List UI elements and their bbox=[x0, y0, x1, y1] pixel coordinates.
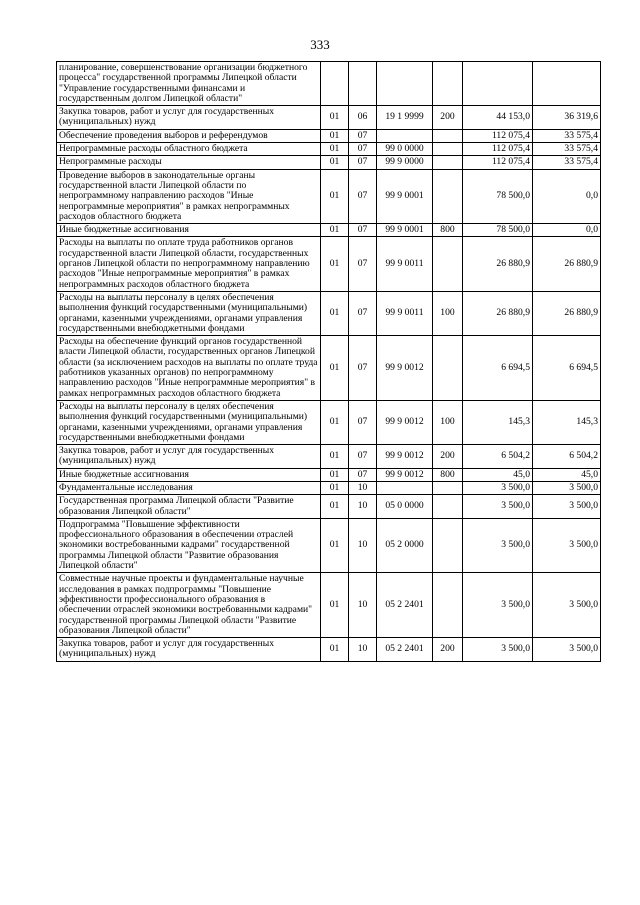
table-row bbox=[57, 518, 601, 572]
expense-type-cell bbox=[433, 62, 463, 106]
amount-year1-cell: 45,0 bbox=[463, 468, 533, 481]
expense-type-cell: 200 bbox=[433, 638, 463, 662]
section-code-cell: 01 bbox=[321, 445, 349, 469]
section-code-cell: 01 bbox=[321, 481, 349, 494]
amount-year2-cell: 3 500,0 bbox=[533, 638, 601, 662]
amount-year1-cell: 3 500,0 bbox=[463, 495, 533, 519]
target-article-cell: 99 9 0001 bbox=[377, 224, 433, 237]
target-article-cell bbox=[377, 62, 433, 106]
row-name-cell: Закупка товаров, работ и услуг для государственных (муниципальных) нужд bbox=[57, 106, 321, 130]
table-row bbox=[57, 481, 601, 494]
row-name-cell: Государственная программа Липецкой области "Развитие образования Липецкой области" bbox=[57, 495, 321, 519]
table-row bbox=[57, 143, 601, 156]
row-name-cell: Обеспечение проведения выборов и референдумов bbox=[57, 129, 321, 142]
amount-year1-cell: 3 500,0 bbox=[463, 481, 533, 494]
target-article-cell: 99 9 0011 bbox=[377, 237, 433, 291]
amount-year1-cell: 112 075,4 bbox=[463, 129, 533, 142]
target-article-cell: 99 9 0012 bbox=[377, 400, 433, 444]
expense-type-cell bbox=[433, 169, 463, 223]
row-name-cell: Фундаментальные исследования bbox=[57, 481, 321, 494]
row-name-cell: Иные бюджетные ассигнования bbox=[57, 224, 321, 237]
section-code-cell: 01 bbox=[321, 224, 349, 237]
row-name-cell: Расходы на обеспечение функций органов государственной власти Липецкой области, государственных органов Липецкой области (за исключением расходов на выплаты по оплате труда работников указанных органов) по непрограммному направлению расходов "Иные непрограммные мероприятия" в рамках непрограммных расходов областного бюджета bbox=[57, 336, 321, 401]
subsection-code-cell: 06 bbox=[349, 106, 377, 130]
subsection-code-cell: 10 bbox=[349, 495, 377, 519]
amount-year2-cell: 36 319,6 bbox=[533, 106, 601, 130]
amount-year2-cell: 33 575,4 bbox=[533, 143, 601, 156]
amount-year2-cell bbox=[533, 62, 601, 106]
row-name-cell: Подпрограмма "Повышение эффективности профессионального образования в обеспечении отраслей экономики востребованными кадрами" государственной программы Липецкой области "Развитие образования Липецкой области" bbox=[57, 518, 321, 572]
amount-year2-cell: 3 500,0 bbox=[533, 518, 601, 572]
subsection-code-cell: 07 bbox=[349, 445, 377, 469]
table-row bbox=[57, 237, 601, 291]
amount-year1-cell: 44 153,0 bbox=[463, 106, 533, 130]
expense-type-cell: 200 bbox=[433, 106, 463, 130]
amount-year2-cell: 145,3 bbox=[533, 400, 601, 444]
amount-year2-cell: 26 880,9 bbox=[533, 291, 601, 335]
subsection-code-cell: 07 bbox=[349, 400, 377, 444]
section-code-cell: 01 bbox=[321, 400, 349, 444]
amount-year1-cell: 26 880,9 bbox=[463, 291, 533, 335]
amount-year1-cell: 26 880,9 bbox=[463, 237, 533, 291]
table-row bbox=[57, 495, 601, 519]
subsection-code-cell: 07 bbox=[349, 336, 377, 401]
section-code-cell: 01 bbox=[321, 237, 349, 291]
amount-year2-cell: 0,0 bbox=[533, 169, 601, 223]
amount-year2-cell: 6 504,2 bbox=[533, 445, 601, 469]
expense-type-cell bbox=[433, 143, 463, 156]
target-article-cell bbox=[377, 481, 433, 494]
subsection-code-cell: 07 bbox=[349, 156, 377, 169]
row-name-cell: Совместные научные проекты и фундаментальные научные исследования в рамках подпрограммы "Повышение эффективности профессионального образования в обеспечении отраслей экономики востребованными кадрами" государственной программы Липецкой области "Развитие образования Липецкой области" bbox=[57, 573, 321, 638]
amount-year1-cell: 3 500,0 bbox=[463, 638, 533, 662]
amount-year2-cell: 0,0 bbox=[533, 224, 601, 237]
subsection-code-cell: 07 bbox=[349, 224, 377, 237]
amount-year1-cell bbox=[463, 62, 533, 106]
amount-year2-cell: 33 575,4 bbox=[533, 129, 601, 142]
amount-year1-cell: 78 500,0 bbox=[463, 224, 533, 237]
expense-type-cell: 800 bbox=[433, 224, 463, 237]
section-code-cell: 01 bbox=[321, 336, 349, 401]
subsection-code-cell: 07 bbox=[349, 129, 377, 142]
row-name-cell: Проведение выборов в законодательные органы государственной власти Липецкой области по непрограммному направлению расходов "Иные непрограммные мероприятия" в рамках непрограммных расходов областного бюджета bbox=[57, 169, 321, 223]
expense-type-cell bbox=[433, 129, 463, 142]
section-code-cell: 01 bbox=[321, 518, 349, 572]
section-code-cell: 01 bbox=[321, 169, 349, 223]
section-code-cell: 01 bbox=[321, 638, 349, 662]
table-body bbox=[57, 62, 601, 662]
section-code-cell: 01 bbox=[321, 143, 349, 156]
target-article-cell: 05 2 0000 bbox=[377, 518, 433, 572]
subsection-code-cell: 10 bbox=[349, 518, 377, 572]
target-article-cell: 99 9 0012 bbox=[377, 445, 433, 469]
expense-type-cell bbox=[433, 518, 463, 572]
row-name-cell: Расходы на выплаты персоналу в целях обеспечения выполнения функций государственными (муниципальными) органами, казенными учреждениями, органами управления государственными внебюджетными фондами bbox=[57, 291, 321, 335]
target-article-cell: 99 9 0012 bbox=[377, 468, 433, 481]
table-row bbox=[57, 336, 601, 401]
table-row bbox=[57, 291, 601, 335]
target-article-cell: 99 9 0000 bbox=[377, 156, 433, 169]
table-row bbox=[57, 156, 601, 169]
table-row bbox=[57, 638, 601, 662]
subsection-code-cell bbox=[349, 62, 377, 106]
row-name-cell: Непрограммные расходы областного бюджета bbox=[57, 143, 321, 156]
amount-year1-cell: 112 075,4 bbox=[463, 156, 533, 169]
section-code-cell: 01 bbox=[321, 495, 349, 519]
expense-type-cell: 800 bbox=[433, 468, 463, 481]
table-row bbox=[57, 573, 601, 638]
amount-year2-cell: 3 500,0 bbox=[533, 495, 601, 519]
amount-year1-cell: 145,3 bbox=[463, 400, 533, 444]
amount-year1-cell: 78 500,0 bbox=[463, 169, 533, 223]
amount-year2-cell: 33 575,4 bbox=[533, 156, 601, 169]
subsection-code-cell: 07 bbox=[349, 468, 377, 481]
amount-year1-cell: 6 694,5 bbox=[463, 336, 533, 401]
amount-year1-cell: 112 075,4 bbox=[463, 143, 533, 156]
expense-type-cell bbox=[433, 156, 463, 169]
expense-type-cell bbox=[433, 336, 463, 401]
section-code-cell: 01 bbox=[321, 291, 349, 335]
section-code-cell: 01 bbox=[321, 106, 349, 130]
target-article-cell: 19 1 9999 bbox=[377, 106, 433, 130]
target-article-cell: 99 9 0012 bbox=[377, 336, 433, 401]
table-row bbox=[57, 106, 601, 130]
amount-year2-cell: 3 500,0 bbox=[533, 481, 601, 494]
subsection-code-cell: 07 bbox=[349, 291, 377, 335]
expense-type-cell: 100 bbox=[433, 400, 463, 444]
target-article-cell: 05 0 0000 bbox=[377, 495, 433, 519]
section-code-cell: 01 bbox=[321, 573, 349, 638]
row-name-cell: Закупка товаров, работ и услуг для государственных (муниципальных) нужд bbox=[57, 445, 321, 469]
table-row bbox=[57, 169, 601, 223]
amount-year1-cell: 3 500,0 bbox=[463, 518, 533, 572]
section-code-cell: 01 bbox=[321, 129, 349, 142]
subsection-code-cell: 10 bbox=[349, 638, 377, 662]
target-article-cell: 05 2 2401 bbox=[377, 573, 433, 638]
target-article-cell: 05 2 2401 bbox=[377, 638, 433, 662]
expense-type-cell bbox=[433, 237, 463, 291]
target-article-cell: 99 9 0001 bbox=[377, 169, 433, 223]
table-row bbox=[57, 400, 601, 444]
expense-type-cell bbox=[433, 481, 463, 494]
amount-year2-cell: 45,0 bbox=[533, 468, 601, 481]
section-code-cell: 01 bbox=[321, 156, 349, 169]
row-name-cell: Расходы на выплаты по оплате труда работников органов государственной власти Липецкой области, государственных органов Липецкой области по непрограммному направлению расходов "Иные непрограммные мероприятия" в рамках непрограммных расходов областного бюджета bbox=[57, 237, 321, 291]
expense-type-cell bbox=[433, 495, 463, 519]
row-name-cell: Иные бюджетные ассигнования bbox=[57, 468, 321, 481]
amount-year1-cell: 3 500,0 bbox=[463, 573, 533, 638]
amount-year2-cell: 6 694,5 bbox=[533, 336, 601, 401]
row-name-cell: Закупка товаров, работ и услуг для государственных (муниципальных) нужд bbox=[57, 638, 321, 662]
table-row bbox=[57, 129, 601, 142]
target-article-cell bbox=[377, 129, 433, 142]
subsection-code-cell: 07 bbox=[349, 237, 377, 291]
amount-year2-cell: 3 500,0 bbox=[533, 573, 601, 638]
expense-type-cell: 200 bbox=[433, 445, 463, 469]
table-row bbox=[57, 468, 601, 481]
expense-type-cell: 100 bbox=[433, 291, 463, 335]
section-code-cell: 01 bbox=[321, 468, 349, 481]
row-name-cell: планирование, совершенствование организации бюджетного процесса" государственной программы Липецкой области "Управление государственными финансами и государственным долгом Липецкой области" bbox=[57, 62, 321, 106]
table-row bbox=[57, 224, 601, 237]
subsection-code-cell: 10 bbox=[349, 481, 377, 494]
subsection-code-cell: 10 bbox=[349, 573, 377, 638]
subsection-code-cell: 07 bbox=[349, 169, 377, 223]
table-row bbox=[57, 445, 601, 469]
row-name-cell: Непрограммные расходы bbox=[57, 156, 321, 169]
target-article-cell: 99 0 0000 bbox=[377, 143, 433, 156]
table-row bbox=[57, 62, 601, 106]
section-code-cell bbox=[321, 62, 349, 106]
amount-year1-cell: 6 504,2 bbox=[463, 445, 533, 469]
expense-type-cell bbox=[433, 573, 463, 638]
target-article-cell: 99 9 0011 bbox=[377, 291, 433, 335]
page-number: 333 bbox=[310, 37, 330, 52]
subsection-code-cell: 07 bbox=[349, 143, 377, 156]
amount-year2-cell: 26 880,9 bbox=[533, 237, 601, 291]
row-name-cell: Расходы на выплаты персоналу в целях обеспечения выполнения функций государственными (муниципальными) органами, казенными учреждениями, органами управления государственными внебюджетными фондами bbox=[57, 400, 321, 444]
budget-table bbox=[56, 61, 601, 662]
